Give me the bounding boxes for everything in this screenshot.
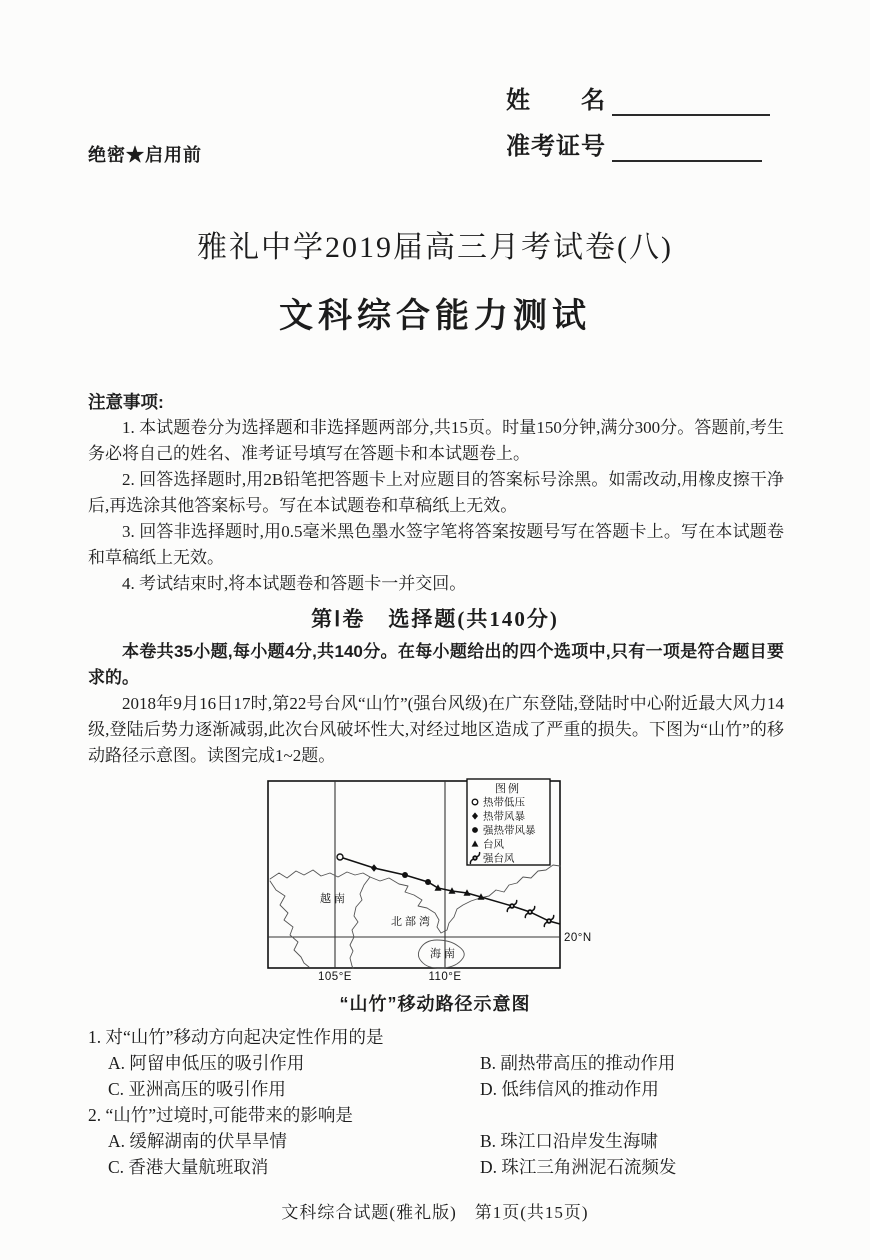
path-marker-typhoon — [435, 884, 442, 891]
vietnam-coastline — [350, 877, 370, 968]
legend-label-severe-typhoon: 强台风 — [483, 852, 515, 865]
question-2-option-c: C. 香港大量航班取消 — [108, 1157, 269, 1177]
question-1-option-a: A. 阿留申低压的吸引作用 — [108, 1053, 305, 1073]
question-1-options-row-1 — [88, 1050, 784, 1076]
name-field-row — [506, 88, 770, 116]
question-2-options-row-2 — [88, 1154, 784, 1180]
notice-section — [88, 389, 784, 597]
vietnam-west-border-line — [270, 881, 309, 967]
question-2-stem: 2. “山竹”过境时,可能带来的影响是 — [88, 1105, 353, 1125]
tropical-depression-icon — [472, 799, 478, 805]
typhoon-map-figure — [262, 777, 598, 988]
exam-subtitle: 文科综合能力测试 — [279, 297, 591, 335]
legend-label-typhoon: 台风 — [483, 838, 504, 851]
axis-label-105e: 105°E — [318, 971, 352, 983]
question-1-option-d: D. 低纬信风的推动作用 — [480, 1079, 659, 1099]
notice-item-4: 4. 考试结束时,将本试题卷和答题卡一并交回。 — [122, 574, 467, 593]
path-marker-tropical-depression — [337, 854, 343, 860]
questions-block — [88, 1024, 784, 1180]
page-footer: 文科综合试题(雅礼版) 第1页(共15页) — [281, 1203, 589, 1222]
question-2-option-a: A. 缓解湖南的伏旱旱情 — [108, 1131, 287, 1151]
name-label: 姓 名 — [506, 88, 606, 115]
page-header — [0, 0, 870, 212]
admission-field-row — [506, 134, 762, 162]
classification-label: 绝密★启用前 — [88, 145, 202, 165]
path-marker-severe-tropical-storm — [425, 879, 431, 885]
legend-label-tropical-storm: 热带风暴 — [483, 810, 525, 823]
path-marker-tropical-storm — [371, 864, 377, 872]
question-1-option-c: C. 亚洲高压的吸引作用 — [108, 1079, 286, 1099]
question-1-option-b: B. 副热带高压的推动作用 — [480, 1053, 676, 1073]
section1-heading: 第Ⅰ卷 选择题(共140分) — [311, 607, 559, 631]
question-2-options-row-1 — [88, 1128, 784, 1154]
question-2-option-d: D. 珠江三角洲泥石流频发 — [480, 1157, 677, 1177]
path-marker-severe-tropical-storm — [402, 872, 408, 878]
path-marker-severe-typhoon — [544, 916, 553, 927]
notice-heading: 注意事项: — [88, 392, 164, 412]
exam-title: 雅礼中学2019届高三月考试卷(八) — [197, 231, 673, 264]
question-2-option-b: B. 珠江口沿岸发生海啸 — [480, 1131, 658, 1151]
path-marker-severe-typhoon — [507, 901, 516, 912]
typhoon-path-map — [262, 777, 592, 983]
legend-label-tropical-depression: 热带低压 — [483, 796, 525, 809]
notice-item-3: 3. 回答非选择题时,用0.5毫米黑色墨水签字笔将答案按题号写在答题卡上。写在本试题卷和草稿纸上无效。 — [88, 522, 784, 567]
severe-tropical-storm-icon — [472, 827, 478, 833]
question-1-options-row-2 — [88, 1076, 784, 1102]
label-gulf-of-tonkin: 北部湾 — [391, 916, 433, 928]
map-caption: “山竹”移动路径示意图 — [339, 994, 531, 1014]
notice-item-2: 2. 回答选择题时,用2B铅笔把答题卡上对应题目的答案标号涂黑。如需改动,用橡皮擦干净后,再选涂其他答案标号。写在本试题卷和草稿纸上无效。 — [88, 470, 784, 515]
question-1-stem: 1. 对“山竹”移动方向起决定性作用的是 — [88, 1027, 384, 1047]
section1-instructions: 本卷共35小题,每小题4分,共140分。在每小题给出的四个选项中,只有一项是符合题目要求的。 — [88, 642, 784, 687]
admission-blank-line — [612, 134, 762, 162]
axis-label-20n: 20°N — [564, 932, 592, 944]
china-vietnam-border-line — [270, 870, 370, 879]
legend-title: 图例 — [495, 783, 521, 795]
map-legend — [467, 779, 550, 865]
label-vietnam: 越南 — [320, 893, 348, 905]
admission-label: 准考证号 — [506, 134, 606, 161]
question-passage: 2018年9月16日17时,第22号台风“山竹”(强台风级)在广东登陆,登陆时中心附近最大风力14级,登陆后势力逐渐减弱,此次台风破坏性大,对经过地区造成了严重的损失。下图为“山竹”的移动路径示意图。读图完成1~2题。 — [88, 694, 784, 765]
label-hainan: 海南 — [430, 948, 458, 960]
axis-label-110e: 110°E — [428, 971, 462, 983]
name-blank-line — [612, 88, 770, 116]
legend-label-severe-tropical-storm: 强热带风暴 — [483, 824, 536, 837]
notice-item-1: 1. 本试题卷分为选择题和非选择题两部分,共15页。时量150分钟,满分300分。答题前,考生务必将自己的姓名、准考证号填写在答题卡和本试题卷上。 — [88, 418, 784, 463]
guangdong-coastline — [489, 865, 560, 896]
path-marker-severe-typhoon — [525, 907, 534, 918]
